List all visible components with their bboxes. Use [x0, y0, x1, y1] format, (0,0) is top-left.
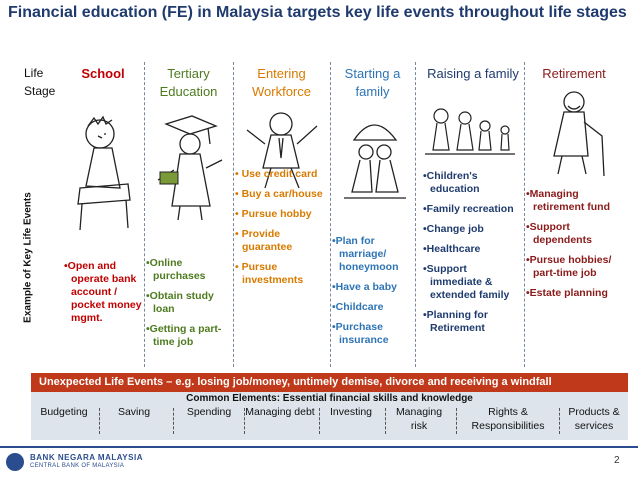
event-item: • Use credit card	[235, 168, 318, 180]
stage-raising-family	[415, 62, 524, 372]
event-item: •Support immediate & extended family	[423, 263, 510, 301]
event-item: •Estate planning	[526, 287, 608, 299]
event-item: • Provide guarantee	[235, 228, 293, 253]
bank-name: BANK NEGARA MALAYSIA	[30, 453, 143, 462]
stage-title: Starting a family	[344, 66, 401, 99]
event-item: •Managing retirement fund	[526, 188, 611, 213]
couple-sketch-icon	[336, 110, 412, 210]
event-item: •Online purchases	[146, 257, 206, 282]
life-stage-label: Life Stage	[24, 66, 56, 98]
event-item: •Getting a part-time job	[146, 323, 222, 348]
bank-logo-icon	[6, 453, 24, 471]
event-item: •Pursue hobbies/ part-time job	[526, 254, 612, 279]
event-item: •Change job	[423, 223, 484, 235]
event-item: •Family recreation	[423, 203, 514, 215]
skill-divider	[319, 408, 320, 434]
event-item: •Open and operate bank account / pocket money mgmt.	[64, 260, 142, 324]
student-sketch-icon	[68, 114, 140, 234]
event-item: • Pursue investments	[235, 261, 304, 286]
stage-title: Tertiary Education	[159, 66, 218, 99]
skill-item: Rights & Responsibilities	[471, 406, 545, 432]
skill-item: Managing debt	[245, 406, 315, 418]
unexpected-events-banner: Unexpected Life Events – e.g. losing job/money, untimely demise, divorce and receiving a windfall	[31, 373, 628, 392]
stage-events	[233, 168, 330, 294]
common-elements-title: Common Elements: Essential financial skills and knowledge	[186, 393, 473, 404]
event-item: •Plan for marriage/ honeymoon	[332, 235, 399, 273]
skill-item: Products & services	[568, 406, 620, 432]
event-item: •Childcare	[332, 301, 384, 313]
stage-starting-family	[330, 62, 415, 372]
event-item: •Obtain study loan	[146, 290, 214, 315]
skill-divider	[173, 408, 174, 434]
event-item: • Pursue hobby	[235, 208, 312, 220]
event-item: •Purchase insurance	[332, 321, 389, 346]
stage-events	[144, 257, 233, 356]
stage-title: Raising a family	[427, 66, 519, 81]
stage-school	[62, 62, 144, 372]
skill-divider	[385, 408, 386, 434]
skill-divider	[456, 408, 457, 434]
stage-events	[421, 170, 521, 342]
stage-tertiary	[144, 62, 233, 372]
bank-subtitle: CENTRAL BANK OF MALAYSIA	[30, 463, 125, 469]
footer-rule	[0, 446, 638, 448]
event-item: •Healthcare	[423, 243, 481, 255]
skill-item: Spending	[186, 406, 232, 418]
skill-item: Managing risk	[395, 406, 443, 432]
stage-title: School	[81, 66, 125, 81]
elderly-sketch-icon	[538, 86, 618, 178]
graduate-sketch-icon	[152, 110, 226, 222]
skill-item: Saving	[117, 406, 151, 418]
vertical-axis-label: Example of Key Life Events	[22, 192, 34, 323]
stage-title: Entering Workforce	[252, 66, 311, 99]
stage-workforce	[233, 62, 330, 372]
stage-events	[62, 260, 144, 332]
skill-item: Budgeting	[40, 406, 88, 418]
skill-divider	[99, 408, 100, 434]
page-number: 2	[614, 455, 620, 466]
stage-events	[330, 235, 415, 354]
family-sketch-icon	[421, 100, 519, 160]
event-item: •Children's education	[423, 170, 480, 195]
common-elements-band	[31, 392, 628, 440]
stage-retirement	[524, 62, 624, 372]
skill-item: Investing	[329, 406, 373, 418]
stage-title: Retirement	[542, 66, 606, 81]
event-item: •Have a baby	[332, 281, 397, 293]
event-item: •Support dependents	[526, 221, 592, 246]
stage-events	[524, 188, 624, 307]
skill-divider	[559, 408, 560, 434]
page-title: Financial education (FE) in Malaysia targets key life events throughout life stages	[8, 4, 627, 21]
event-item: • Buy a car/house	[235, 188, 323, 200]
event-item: •Planning for Retirement	[423, 309, 488, 334]
